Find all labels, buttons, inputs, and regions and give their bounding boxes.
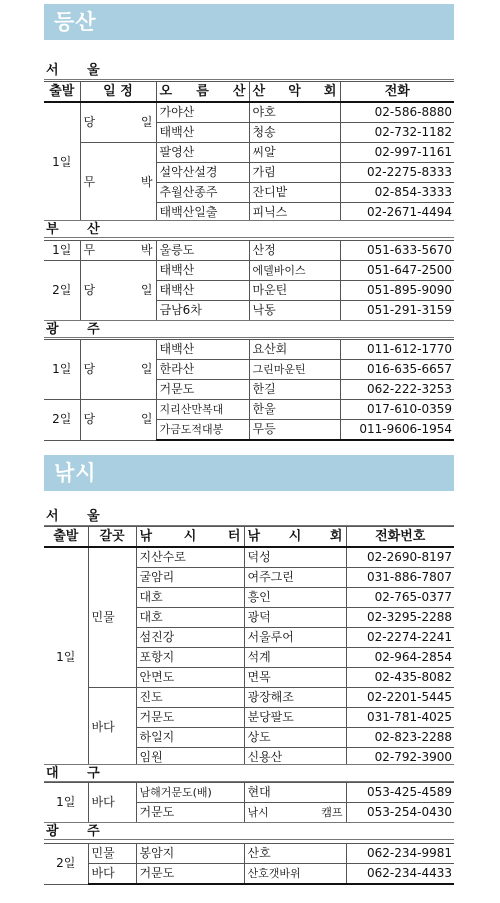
club-cell: 광장해조 [244,688,346,708]
mountain-cell: 추월산종주 [156,183,249,203]
phone-cell: 02-2275-8333 [340,163,454,183]
column-header: 전화번호 [346,527,454,548]
phone-cell: 011-612-1770 [340,340,454,360]
climbing-seoul-region: 서 울 [44,62,454,80]
phone-cell: 051-895-9090 [340,281,454,301]
fishing-daegu-region: 대 구 [44,764,454,782]
club-cell: 피닉스 [249,203,340,224]
spot-cell: 남해거문도(배) [136,783,244,803]
spot-cell: 임원 [136,748,244,769]
phone-cell: 031-781-4025 [346,708,454,728]
day-cell: 1일 [44,547,88,768]
phone-cell: 02-2201-5445 [346,688,454,708]
table-row [44,261,454,281]
club-cell: 분당팔도 [244,708,346,728]
type-cell: 무 박 [80,241,156,261]
club-cell: 에델바이스 [249,261,340,281]
phone-cell: 062-222-3253 [340,380,454,400]
phone-cell: 02-823-2288 [346,728,454,748]
column-header: 출발 [44,527,88,548]
mountain-cell: 설악산설경 [156,163,249,183]
day-cell: 1일 [44,340,80,400]
club-cell: 무등 [249,420,340,441]
club-cell: 석계 [244,648,346,668]
column-header: 전화 [340,82,454,103]
phone-cell: 02-2690-8197 [346,547,454,568]
climbing-gwangju-region: 광 주 [44,320,454,338]
table-row [44,688,454,708]
spot-cell: 안면도 [136,668,244,688]
club-cell: 상도 [244,728,346,748]
column-header: 산 악 회 [249,82,340,103]
club-cell: 서울루어 [244,628,346,648]
day-cell: 2일 [44,261,80,322]
header-row [44,527,454,548]
club-cell: 산호 [244,844,346,864]
club-cell: 요산회 [249,340,340,360]
day-cell: 2일 [44,844,88,885]
mountain-cell: 태백산 [156,261,249,281]
climbing-busan-table [44,240,454,322]
phone-cell: 02-964-2854 [346,648,454,668]
spot-cell: 포항지 [136,648,244,668]
header-row [44,82,454,103]
club-cell: 덕성 [244,547,346,568]
phone-cell: 02-2274-2241 [346,628,454,648]
club-cell: 광덕 [244,608,346,628]
club-cell: 잔디밭 [249,183,340,203]
club-cell: 야호 [249,102,340,123]
mountain-cell: 거문도 [156,380,249,400]
phone-cell: 016-635-6657 [340,360,454,380]
day-cell: 1일 [44,241,80,261]
club-cell: 한울 [249,400,340,420]
phone-cell: 02-997-1161 [340,143,454,163]
spot-cell: 진도 [136,688,244,708]
mountain-cell: 가금도적대봉 [156,420,249,441]
club-cell: 신용산 [244,748,346,769]
table-row [44,340,454,360]
club-cell: 현대 [244,783,346,803]
phone-cell: 053-425-4589 [346,783,454,803]
spot-cell: 대호 [136,608,244,628]
climbing-seoul-table [44,81,454,224]
phone-cell: 011-9606-1954 [340,420,454,441]
club-cell: 그린마운틴 [249,360,340,380]
type-cell: 민물 [88,547,136,688]
fishing-seoul-table [44,526,454,769]
club-cell: 가림 [249,163,340,183]
phone-cell: 053-254-0430 [346,803,454,824]
table-row [44,783,454,803]
climbing-busan-region: 부 산 [44,220,454,238]
club-cell: 여주그린 [244,568,346,588]
phone-cell: 02-3295-2288 [346,608,454,628]
club-cell: 씨알 [249,143,340,163]
mountain-cell: 태백산 [156,123,249,143]
type-cell: 당 일 [80,340,156,400]
club-cell: 낚시 캠프 [244,803,346,824]
table-row [44,400,454,420]
club-cell: 면목 [244,668,346,688]
column-header: 출발 [44,82,80,103]
fishing-gwangju-region: 광 주 [44,822,454,840]
column-header: 오 름 산 [156,82,249,103]
type-cell: 민물 [88,844,136,864]
table-row [44,241,454,261]
club-cell: 마운틴 [249,281,340,301]
phone-cell: 02-854-3333 [340,183,454,203]
mountain-cell: 금남6차 [156,301,249,322]
column-header: 갈곳 [88,527,136,548]
phone-cell: 017-610-0359 [340,400,454,420]
day-cell: 2일 [44,400,80,441]
phone-cell: 062-234-9981 [346,844,454,864]
type-cell: 바다 [88,864,136,885]
mountain-cell: 팔영산 [156,143,249,163]
phone-cell: 051-647-2500 [340,261,454,281]
mountain-cell: 태백산 [156,340,249,360]
spot-cell: 굴암리 [136,568,244,588]
day-cell: 1일 [44,783,88,824]
club-cell: 한길 [249,380,340,400]
spot-cell: 거문도 [136,803,244,824]
type-cell: 당 일 [80,102,156,143]
mountain-cell: 가야산 [156,102,249,123]
club-cell: 산정 [249,241,340,261]
phone-cell: 02-586-8880 [340,102,454,123]
spot-cell: 지산수로 [136,547,244,568]
mountain-cell: 한라산 [156,360,249,380]
spot-cell: 봉암지 [136,844,244,864]
phone-cell: 051-291-3159 [340,301,454,322]
spot-cell: 섬진강 [136,628,244,648]
column-header: 낚 시 터 [136,527,244,548]
phone-cell: 02-765-0377 [346,588,454,608]
phone-cell: 051-633-5670 [340,241,454,261]
spot-cell: 거문도 [136,864,244,885]
climbing-gwangju-table [44,339,454,441]
spot-cell: 대호 [136,588,244,608]
day-cell: 1일 [44,102,80,223]
phone-cell: 02-2671-4494 [340,203,454,224]
table-row [44,143,454,163]
phone-cell: 02-732-1182 [340,123,454,143]
climbing-banner: 등산 [44,4,454,40]
club-cell: 흥인 [244,588,346,608]
table-row [44,844,454,864]
spot-cell: 하일지 [136,728,244,748]
phone-cell: 02-792-3900 [346,748,454,769]
mountain-cell: 태백산 [156,281,249,301]
club-cell: 청송 [249,123,340,143]
fishing-daegu-table [44,782,454,824]
type-cell: 바다 [88,688,136,769]
type-cell: 바다 [88,783,136,824]
club-cell: 낙동 [249,301,340,322]
fishing-gwangju-table [44,843,454,885]
phone-cell: 031-886-7807 [346,568,454,588]
type-cell: 당 일 [80,261,156,322]
mountain-cell: 지리산만복대 [156,400,249,420]
type-cell: 당 일 [80,400,156,441]
club-cell: 산호갯바위 [244,864,346,885]
spot-cell: 거문도 [136,708,244,728]
phone-cell: 062-234-4433 [346,864,454,885]
column-header: 일 정 [80,82,156,103]
mountain-cell: 태백산일출 [156,203,249,224]
fishing-seoul-region: 서 울 [44,508,454,526]
table-row [44,864,454,885]
table-row [44,547,454,568]
mountain-cell: 울릉도 [156,241,249,261]
column-header: 낚 시 회 [244,527,346,548]
fishing-banner: 낚시 [44,455,454,491]
phone-cell: 02-435-8082 [346,668,454,688]
table-row [44,102,454,123]
type-cell: 무 박 [80,143,156,224]
